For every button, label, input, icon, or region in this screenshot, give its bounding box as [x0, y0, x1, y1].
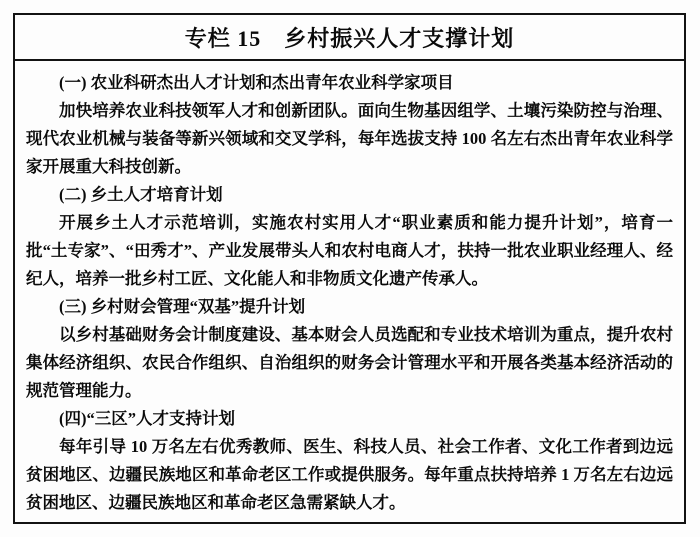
- section-2-heading: (二) 乡土人才培育计划: [59, 185, 223, 204]
- section-4-body: 每年引导 10 万名左右优秀教师、医生、科技人员、社会工作者、文化工作者到边远贫困地区、边疆民族地区和革命老区工作或提供服务。每年重点扶持培养 1 万名左右边远贫困地区、边疆民族地区和革命老区急需紧缺人才。: [26, 437, 673, 512]
- section-3-heading: (三) 乡村财会管理“双基”提升计划: [59, 297, 306, 316]
- section-1-heading: (一) 农业科研杰出人才计划和杰出青年农业科学家项目: [59, 73, 454, 92]
- panel-title: 专栏 15 乡村振兴人才支撑计划: [15, 15, 684, 61]
- section-2-body: 开展乡土人才示范培训，实施农村实用人才“职业素质和能力提升计划”，培育一批“土专家”、“田秀才”、产业发展带头人和农村电商人才，扶持一批农业职业经理人、经纪人，培养一批乡村工匠、文化能人和非物质文化遗产传承人。: [26, 213, 673, 288]
- section-1-body: 加快培养农业科技领军人才和创新团队。面向生物基因组学、土壤污染防控与治理、现代农业机械与装备等新兴领域和交叉学科，每年选拔支持 100 名左右杰出青年农业科学家开展重大科技创新。: [26, 101, 673, 176]
- section-3-body: 以乡村基础财务会计制度建设、基本财会人员选配和专业技术培训为重点，提升农村集体经济组织、农民合作组织、自治组织的财务会计管理水平和开展各类基本经济活动的规范管理能力。: [26, 325, 673, 400]
- panel-body: [15, 61, 684, 522]
- column-15-panel: [13, 13, 686, 524]
- section-4-heading: (四)“三区”人才支持计划: [59, 409, 235, 428]
